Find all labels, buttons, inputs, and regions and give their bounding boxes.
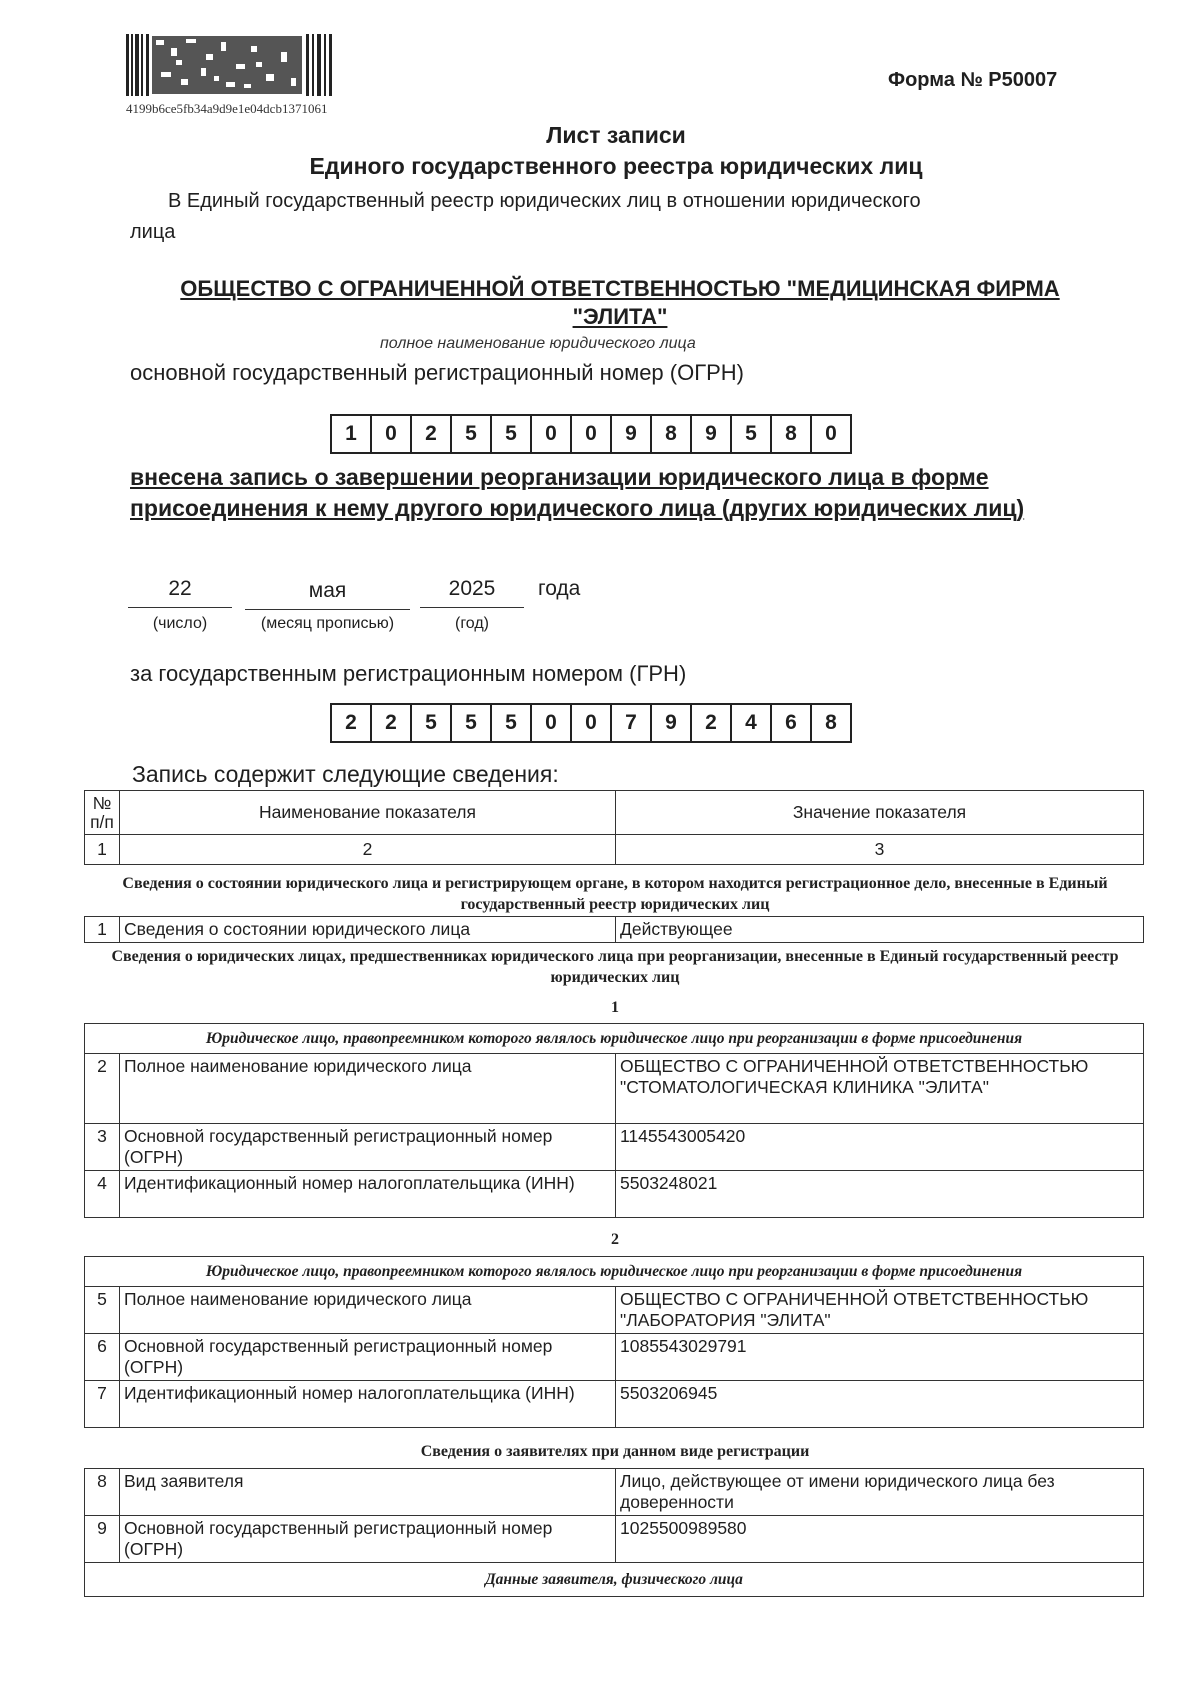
- barcode: [126, 34, 332, 96]
- section-heading-applicants: Сведения о заявителях при данном виде регистрации: [420, 1443, 810, 1460]
- ogrn-digit: 2: [410, 414, 452, 454]
- ogrn-digit: 0: [570, 414, 612, 454]
- organization-full-name: ОБЩЕСТВО С ОГРАНИЧЕННОЙ ОТВЕТСТВЕННОСТЬЮ "МЕДИЦИНСКАЯ ФИРМА "ЭЛИТА": [180, 276, 1060, 329]
- ogrn-digit: 5: [450, 414, 492, 454]
- row-value: 5503248021: [616, 1171, 1144, 1218]
- row-name: Основной государственный регистрационный номер (ОГРН): [120, 1516, 616, 1563]
- table-row: [85, 1381, 1144, 1428]
- predecessor-index-1: 1: [611, 999, 619, 1016]
- date-day-caption: (число): [152, 615, 208, 632]
- row-num: 2: [85, 1054, 120, 1124]
- predecessor-heading-1: Юридическое лицо, правопреемником которого являлось юридическое лицо при реорганизации в форме присоединения: [85, 1024, 1144, 1054]
- row-value: 1025500989580: [616, 1516, 1144, 1563]
- grn-digit: 0: [570, 703, 612, 743]
- table-row: [85, 1054, 1144, 1124]
- intro-text-line2: лица: [130, 221, 176, 243]
- grn-digit: 0: [530, 703, 572, 743]
- grn-digit: 2: [370, 703, 412, 743]
- predecessor-table-2: [84, 1256, 1144, 1428]
- ogrn-digit: 5: [730, 414, 772, 454]
- row-num: 3: [85, 1124, 120, 1171]
- table-row: [85, 1124, 1144, 1171]
- row-num: 9: [85, 1516, 120, 1563]
- row-name: Идентификационный номер налогоплательщика (ИНН): [120, 1171, 616, 1218]
- date-year-caption: (год): [454, 615, 490, 632]
- grn-digit: 5: [450, 703, 492, 743]
- grn-digit-boxes: [332, 703, 852, 743]
- date-month-caption: (месяц прописью): [260, 615, 395, 632]
- ogrn-digit: 9: [690, 414, 732, 454]
- row-num: 5: [85, 1287, 120, 1334]
- col-num-header: № п/п: [85, 791, 120, 835]
- row-name: Полное наименование юридического лица: [120, 1054, 616, 1124]
- col-name-index: 2: [120, 835, 616, 865]
- row-value: ОБЩЕСТВО С ОГРАНИЧЕННОЙ ОТВЕТСТВЕННОСТЬЮ "ЛАБОРАТОРИЯ "ЭЛИТА": [616, 1287, 1144, 1334]
- organization-name-caption: полное наименование юридического лица: [380, 335, 696, 352]
- grn-digit: 9: [650, 703, 692, 743]
- row-value: ОБЩЕСТВО С ОГРАНИЧЕННОЙ ОТВЕТСТВЕННОСТЬЮ "СТОМАТОЛОГИЧЕСКАЯ КЛИНИКА "ЭЛИТА": [616, 1054, 1144, 1124]
- grn-digit: 7: [610, 703, 652, 743]
- grn-digit: 2: [690, 703, 732, 743]
- ogrn-digit: 8: [650, 414, 692, 454]
- row-value: 5503206945: [616, 1381, 1144, 1428]
- ogrn-digit: 5: [490, 414, 532, 454]
- ogrn-digit: 0: [810, 414, 852, 454]
- row-name: Сведения о состоянии юридического лица: [120, 917, 616, 943]
- row-value: Действующее: [616, 917, 1144, 943]
- form-number: Форма № Р50007: [888, 69, 1058, 91]
- col-value-header: Значение показателя: [616, 791, 1144, 835]
- section-heading-predecessors: Сведения о юридических лицах, предшественниках юридического лица при реорганизации, внесенные в Единый государственный реестр юридических лиц: [111, 948, 1119, 986]
- row-value: 1085543029791: [616, 1334, 1144, 1381]
- row-name: Полное наименование юридического лица: [120, 1287, 616, 1334]
- row-num: 4: [85, 1171, 120, 1218]
- info-table-header: [84, 790, 1144, 865]
- ogrn-label: основной государственный регистрационный номер (ОГРН): [130, 360, 745, 385]
- row-name: Основной государственный регистрационный номер (ОГРН): [120, 1124, 616, 1171]
- ogrn-digit: 8: [770, 414, 812, 454]
- grn-digit: 5: [410, 703, 452, 743]
- date-month: мая: [245, 579, 410, 610]
- row-name: Основной государственный регистрационный номер (ОГРН): [120, 1334, 616, 1381]
- entry-description: внесена запись о завершении реорганизации юридического лица в форме присоединения к нему другого юридического лица (других юридических лиц): [130, 464, 1025, 521]
- date-day: 22: [128, 577, 232, 608]
- row-num: 8: [85, 1469, 120, 1516]
- applicant-person-heading: Данные заявителя, физического лица: [85, 1563, 1144, 1597]
- table-row: [85, 1334, 1144, 1381]
- row-num: 7: [85, 1381, 120, 1428]
- grn-digit: 2: [330, 703, 372, 743]
- contains-label: Запись содержит следующие сведения:: [132, 761, 559, 787]
- row-name: Вид заявителя: [120, 1469, 616, 1516]
- ogrn-digit: 0: [370, 414, 412, 454]
- row-num: 6: [85, 1334, 120, 1381]
- ogrn-digit: 0: [530, 414, 572, 454]
- grn-digit: 8: [810, 703, 852, 743]
- row-name: Идентификационный номер налогоплательщика (ИНН): [120, 1381, 616, 1428]
- state-table: [84, 916, 1144, 943]
- document-subtitle: Единого государственного реестра юридических лиц: [309, 153, 923, 179]
- document-title: Лист записи: [546, 122, 686, 148]
- row-num: 1: [85, 917, 120, 943]
- predecessor-heading-2: Юридическое лицо, правопреемником которого являлось юридическое лицо при реорганизации в форме присоединения: [85, 1257, 1144, 1287]
- section-heading-state: Сведения о состоянии юридического лица и регистрирующем органе, в котором находится регистрационное дело, внесенные в Единый государственный реестр юридических лиц: [122, 875, 1108, 913]
- ogrn-digit: 9: [610, 414, 652, 454]
- barcode-text: 4199b6ce5fb34a9d9e1e04dcb1371061: [126, 101, 328, 116]
- date-suffix: года: [538, 577, 581, 600]
- grn-digit: 5: [490, 703, 532, 743]
- table-row: [85, 1287, 1144, 1334]
- table-row: [85, 1516, 1144, 1563]
- applicants-table: [84, 1468, 1144, 1597]
- row-value: Лицо, действующее от имени юридического лица без доверенности: [616, 1469, 1144, 1516]
- ogrn-digit: 1: [330, 414, 372, 454]
- grn-digit: 6: [770, 703, 812, 743]
- date-year: 2025: [420, 577, 524, 608]
- table-row: [85, 917, 1144, 943]
- table-row: [85, 1469, 1144, 1516]
- intro-text-line1: В Единый государственный реестр юридических лиц в отношении юридического: [168, 190, 921, 212]
- grn-digit: 4: [730, 703, 772, 743]
- col-name-header: Наименование показателя: [120, 791, 616, 835]
- row-value: 1145543005420: [616, 1124, 1144, 1171]
- grn-label: за государственным регистрационным номером (ГРН): [130, 661, 687, 686]
- table-row: [85, 1171, 1144, 1218]
- col-num-index: 1: [85, 835, 120, 865]
- predecessor-table-1: [84, 1023, 1144, 1218]
- col-value-index: 3: [616, 835, 1144, 865]
- ogrn-digit-boxes: [332, 414, 852, 454]
- predecessor-index-2: 2: [611, 1231, 619, 1248]
